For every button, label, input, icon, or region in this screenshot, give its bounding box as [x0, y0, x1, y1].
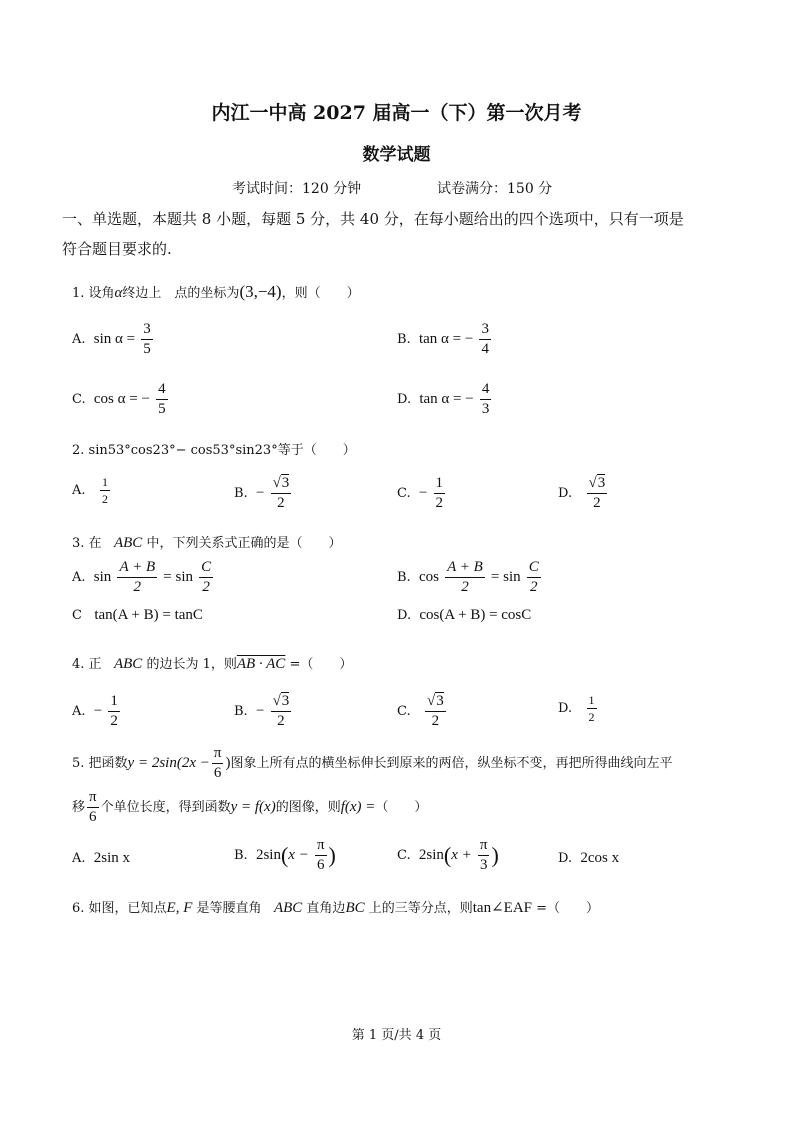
question-1-option-b[interactable]: B. tan α = − $\frac{3}{4}$	[397, 321, 489, 357]
question-5-stem-line1: 5. 把函数y = 2sin(2x − $\frac{\pi}{6}$ )图象上所有点的横坐标伸长到原来的两倍，纵坐标不变，再把所得曲线向左平	[72, 745, 673, 781]
question-5-option-c[interactable]: C. 2sin(x + $\frac{\pi}{3}$ )	[397, 837, 499, 873]
exam-title: 内江一中高 2027 届高一（下）第一次月考	[211, 102, 582, 124]
page-footer: 第 1 页/共 4 页	[351, 1028, 442, 1043]
question-5-option-d[interactable]: D. 2cos x	[558, 850, 620, 866]
question-1-option-a[interactable]: A. sin α = $\frac{3}{5}$	[72, 321, 151, 357]
question-5-stem-line2: 移 $\frac{\pi}{6}$ 个单位长度，得到函数y = f(x)的图像，则f(x) =（ ）	[72, 789, 428, 825]
exam-subtitle: 数学试题	[362, 145, 431, 165]
section-heading-line2: 符合题目要求的.	[62, 240, 172, 258]
question-2-option-d[interactable]: D. $\frac{√3}{2}$	[558, 475, 606, 511]
section-heading-line1: 一、单选题，本题共 8 小题，每题 5 分，共 40 分，在每小题给出的四个选项中，只有一项是	[62, 210, 684, 228]
question-2-stem: 2. sin53°cos23°− cos53°sin23°等于（ ）	[72, 443, 356, 458]
question-2-option-a[interactable]: A. $\frac{1}{2}$	[72, 475, 108, 506]
full-score: 试卷满分：150 分	[437, 181, 553, 197]
question-5-option-a[interactable]: A. 2sin x	[72, 850, 131, 866]
question-3-option-c[interactable]: C tan(A + B) = tanC	[72, 607, 203, 623]
question-4-option-b[interactable]: B. − $\frac{√3}{2}$	[234, 693, 290, 729]
question-5-option-b[interactable]: B. 2sin(x − $\frac{\pi}{6}$ )	[234, 837, 336, 873]
question-1-option-c[interactable]: C. cos α = − $\frac{4}{5}$	[72, 381, 166, 417]
question-4-option-c[interactable]: C. $\frac{√3}{2}$	[397, 693, 444, 729]
question-1-option-d[interactable]: D. tan α = − $\frac{4}{3}$	[397, 381, 490, 417]
question-3-option-b[interactable]: B. cos $\frac{A + B}{2}$ = sin $\frac{C}{2}$	[397, 559, 539, 595]
question-4-option-a[interactable]: A. − $\frac{1}{2}$	[72, 693, 118, 729]
exam-time: 考试时间：120 分钟	[232, 181, 362, 197]
question-4-option-d[interactable]: D. $\frac{1}{2}$	[558, 693, 595, 724]
question-2-option-b[interactable]: B. − $\frac{√3}{2}$	[234, 475, 290, 511]
question-3-option-a[interactable]: A. sin $\frac{A + B}{2}$ = sin $\frac{C}{2}$	[72, 559, 212, 595]
question-4-stem: 4. 正 ABC 的边长为 1，则AB · AC =（ ）	[72, 656, 353, 672]
question-2-option-c[interactable]: C. − $\frac{1}{2}$	[397, 475, 443, 511]
question-3-option-d[interactable]: D. cos(A + B) = cosC	[397, 607, 532, 623]
question-1-stem: 1. 设角α终边上 点的坐标为(3,−4)，则（ ）	[72, 282, 360, 301]
question-3-stem: 3. 在 ABC 中，下列关系式正确的是（ ）	[72, 535, 342, 551]
question-6-stem: 6. 如图，已知点E, F 是等腰直角 ABC 直角边BC 上的三等分点，则tan∠EAF =（ ）	[72, 900, 600, 916]
